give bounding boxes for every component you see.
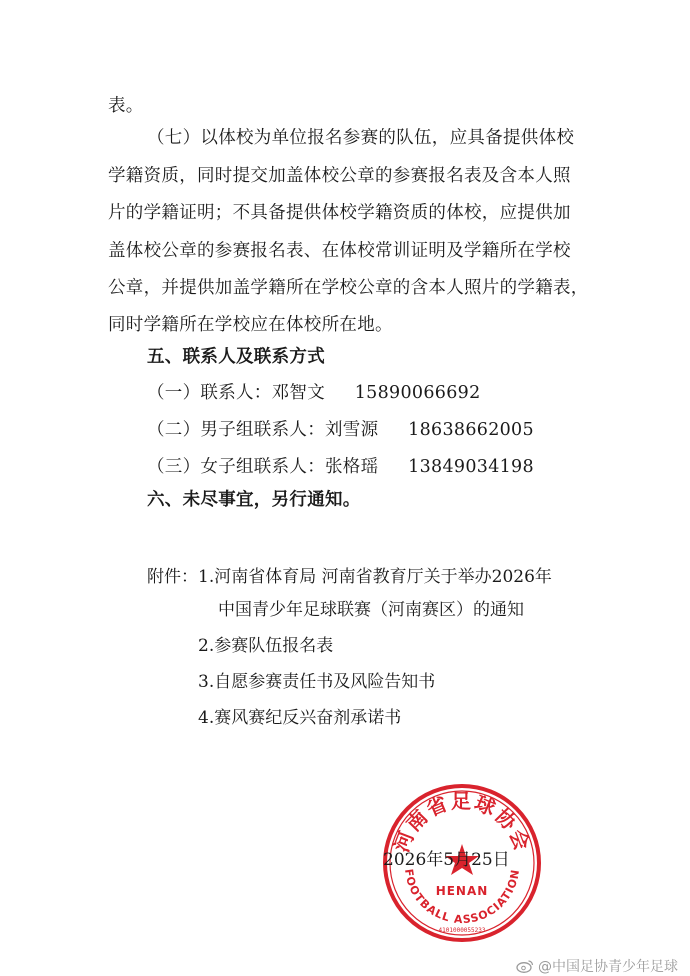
seal-top-text: 河南省足球协会 [389,789,535,856]
signature-date: 2026年5月25日 [383,850,510,870]
seal-bottom-text: FOOTBALL ASSOCIATION [401,867,523,927]
paragraph-line: 片的学籍证明；不具备提供体校学籍资质的体校，应提供加 [108,203,571,223]
attachment-item: 3.自愿参赛责任书及风险告知书 [198,672,436,692]
paragraph-line: 表。 [108,96,144,116]
paragraph-line: 公章，并提供加盖学籍所在学校公章的含本人照片的学籍表， [108,278,589,298]
paragraph-line: 同时学籍所在学校应在体校所在地。 [108,315,393,335]
seal-middle-text: HENAN [435,884,489,898]
contact-phone: 13849034198 [408,457,534,477]
paragraph-line: 盖体校公章的参赛报名表、在体校常训证明及学籍所在学校 [108,241,571,261]
attachments-prefix: 附件： [147,567,198,587]
attachment-item: 2.参赛队伍报名表 [198,636,334,656]
contact-line [147,418,534,442]
attachment-item: 1.河南省体育局 河南省教育厅关于举办2026年 [198,567,552,587]
contact-phone: 18638662005 [408,420,534,440]
contact-label: （三）女子组联系人：张格瑶 [147,457,379,477]
contact-phone: 15890066692 [354,383,481,403]
section-heading-contacts: 五、联系人及联系方式 [147,347,325,367]
contact-line [147,381,481,405]
attachment-item: 中国青少年足球联赛（河南赛区）的通知 [218,600,524,620]
contact-label: （一）联系人：邓智文 [147,383,325,403]
contact-line [147,455,534,479]
contact-label: （二）男子组联系人：刘雪源 [147,420,379,440]
paragraph-line: （七）以体校为单位报名参赛的队伍，应具备提供体校 [147,128,575,148]
watermark [516,956,678,976]
seal-code: 4101000055233 [438,927,486,934]
weibo-icon [516,959,534,973]
section-heading-misc: 六、未尽事宜，另行通知。 [147,490,361,510]
paragraph-line: 学籍资质，同时提交加盖体校公章的参赛报名表及含本人照 [108,166,571,186]
attachment-item: 4.赛风赛纪反兴奋剂承诺书 [198,708,402,728]
watermark-text: @中国足协青少年足球 [538,959,678,975]
